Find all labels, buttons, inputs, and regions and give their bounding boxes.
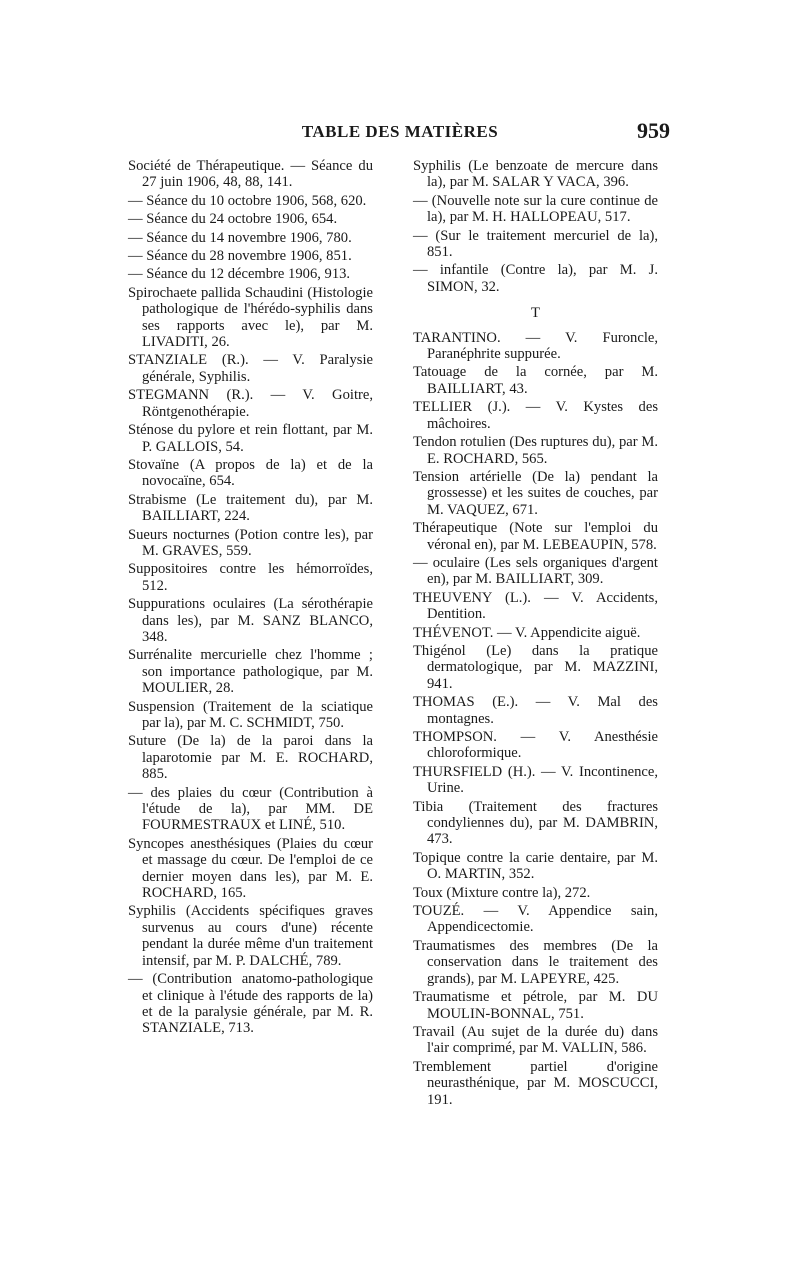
index-entry: THOMAS (E.). — V. Mal des montagnes.	[413, 694, 658, 727]
index-entry: Stovaïne (A propos de la) et de la novocaïne, 654.	[128, 456, 373, 490]
index-group-s-continued	[413, 158, 658, 295]
index-entry: Surrénalite mercurielle chez l'homme ; son importance pathologique, par M. MOULIER, 28.	[128, 647, 373, 697]
index-entry: Sténose du pylore et rein flottant, par M. P. GALLOIS, 54.	[128, 422, 373, 455]
index-entry: TARANTINO. — V. Furoncle, Paranéphrite suppurée.	[413, 329, 658, 363]
index-column-right	[413, 158, 658, 1110]
index-column-left	[128, 158, 373, 1039]
index-entry: — Séance du 24 octobre 1906, 654.	[128, 211, 338, 228]
index-entry: Travail (Au sujet de la durée du) dans l'air comprimé, par M. VALLIN, 586.	[413, 1023, 658, 1057]
index-entry: Thigénol (Le) dans la pratique dermatologique, par M. MAZZINI, 941.	[413, 642, 658, 692]
page-number: 959	[637, 118, 670, 143]
index-entry: Suture (De la) de la paroi dans la laparotomie par M. E. ROCHARD, 885.	[128, 733, 373, 783]
index-entry: Topique contre la carie dentaire, par M. O. MARTIN, 352.	[413, 849, 658, 883]
index-entry: — Séance du 10 octobre 1906, 568, 620.	[128, 192, 367, 209]
index-entry: Suspension (Traitement de la sciatique par la), par M. C. SCHMIDT, 750.	[128, 698, 373, 731]
index-entry: Tibia (Traitement des fractures condyliennes du), par M. DAMBRIN, 473.	[413, 798, 658, 848]
index-entry: — (Nouvelle note sur la cure continue de la), par M. H. HALLOPEAU, 517.	[413, 192, 658, 226]
index-group-t	[413, 330, 658, 1108]
index-entry: — Séance du 28 novembre 1906, 851.	[128, 248, 352, 265]
index-entry: Syncopes anesthésiques (Plaies du cœur et massage du cœur. De l'emploi de ce dernier moyen dans les), par M. E. ROCHARD, 165.	[128, 835, 373, 902]
index-entry: — des plaies du cœur (Contribution à l'étude de la), par MM. DE FOURMESTRAUX et LINÉ, 510.	[128, 784, 373, 834]
index-entry: Suppositoires contre les hémorroïdes, 512.	[128, 561, 373, 594]
index-entry: Tendon rotulien (Des ruptures du), par M. E. ROCHARD, 565.	[413, 434, 658, 467]
index-entry: Toux (Mixture contre la), 272.	[413, 884, 591, 901]
index-entry: — Séance du 14 novembre 1906, 780.	[128, 229, 352, 246]
index-entry: THÉVENOT. — V. Appendicite aiguë.	[413, 624, 641, 641]
index-entry: — (Contribution anatomo-pathologique et clinique à l'étude des rapports de la) et de la paralysie générale, par M. R. STANZIALE, 713.	[128, 971, 373, 1037]
index-entry: Société de Thérapeutique. — Séance du 27 juin 1906, 48, 88, 141.	[128, 158, 373, 191]
index-entry: — (Sur le traitement mercuriel de la), 851.	[413, 227, 658, 261]
index-entry: Strabisme (Le traitement du), par M. BAILLIART, 224.	[128, 491, 373, 525]
index-entry: Tension artérielle (De la) pendant la grossesse) et les suites de couches, par M. VAQUEZ, 671.	[413, 468, 658, 518]
index-entry: Thérapeutique (Note sur l'emploi du véronal en), par M. LEBEAUPIN, 578.	[413, 520, 658, 553]
index-entry: THURSFIELD (H.). — V. Incontinence, Urine.	[413, 763, 658, 797]
index-entry: Tatouage de la cornée, par M. BAILLIART, 43.	[413, 364, 658, 397]
index-entry: Traumatismes des membres (De la conservation dans le traitement des grands), par M. LAPEYRE, 425.	[413, 937, 658, 987]
index-entry: — Séance du 12 décembre 1906, 913.	[128, 266, 351, 283]
index-entry: Syphilis (Accidents spécifiques graves survenus au cours d'une) récente pendant la durée même d'un traitement intensif, par M. P. DALCHÉ, 789.	[128, 903, 373, 969]
index-entry: TOUZÉ. — V. Appendice sain, Appendicectomie.	[413, 903, 658, 936]
index-entry: STANZIALE (R.). — V. Paralysie générale, Syphilis.	[128, 352, 373, 385]
index-entry: Suppurations oculaires (La sérothérapie dans les), par M. SANZ BLANCO, 348.	[128, 596, 373, 645]
index-entry: THOMPSON. — V. Anesthésie chloroformique.	[413, 729, 658, 762]
index-entry: THEUVENY (L.). — V. Accidents, Dentition.	[413, 589, 658, 623]
index-entry: — infantile (Contre la), par M. J. SIMON, 32.	[413, 262, 658, 295]
letter-heading: T	[530, 305, 541, 322]
page-header	[128, 118, 672, 148]
index-entry: Spirochaete pallida Schaudini (Histologie pathologique de l'hérédo-syphilis dans ses rapports avec le), par M. LIVADITI, 26.	[128, 284, 373, 351]
index-entry: TELLIER (J.). — V. Kystes des mâchoires.	[413, 399, 658, 432]
running-title: TABLE DES MATIÈRES	[301, 122, 499, 141]
index-entry: Syphilis (Le benzoate de mercure dans la), par M. SALAR Y VACA, 396.	[413, 158, 658, 191]
index-entry: Sueurs nocturnes (Potion contre les), par M. GRAVES, 559.	[128, 526, 373, 559]
index-entry: STEGMANN (R.). — V. Goitre, Röntgenothérapie.	[128, 387, 373, 420]
index-entry: — oculaire (Les sels organiques d'argent en), par M. BAILLIART, 309.	[413, 554, 658, 588]
index-entry: Traumatisme et pétrole, par M. DU MOULIN-BONNAL, 751.	[413, 989, 658, 1022]
index-entry: Tremblement partiel d'origine neurasthénique, par M. MOSCUCCI, 191.	[413, 1058, 658, 1108]
